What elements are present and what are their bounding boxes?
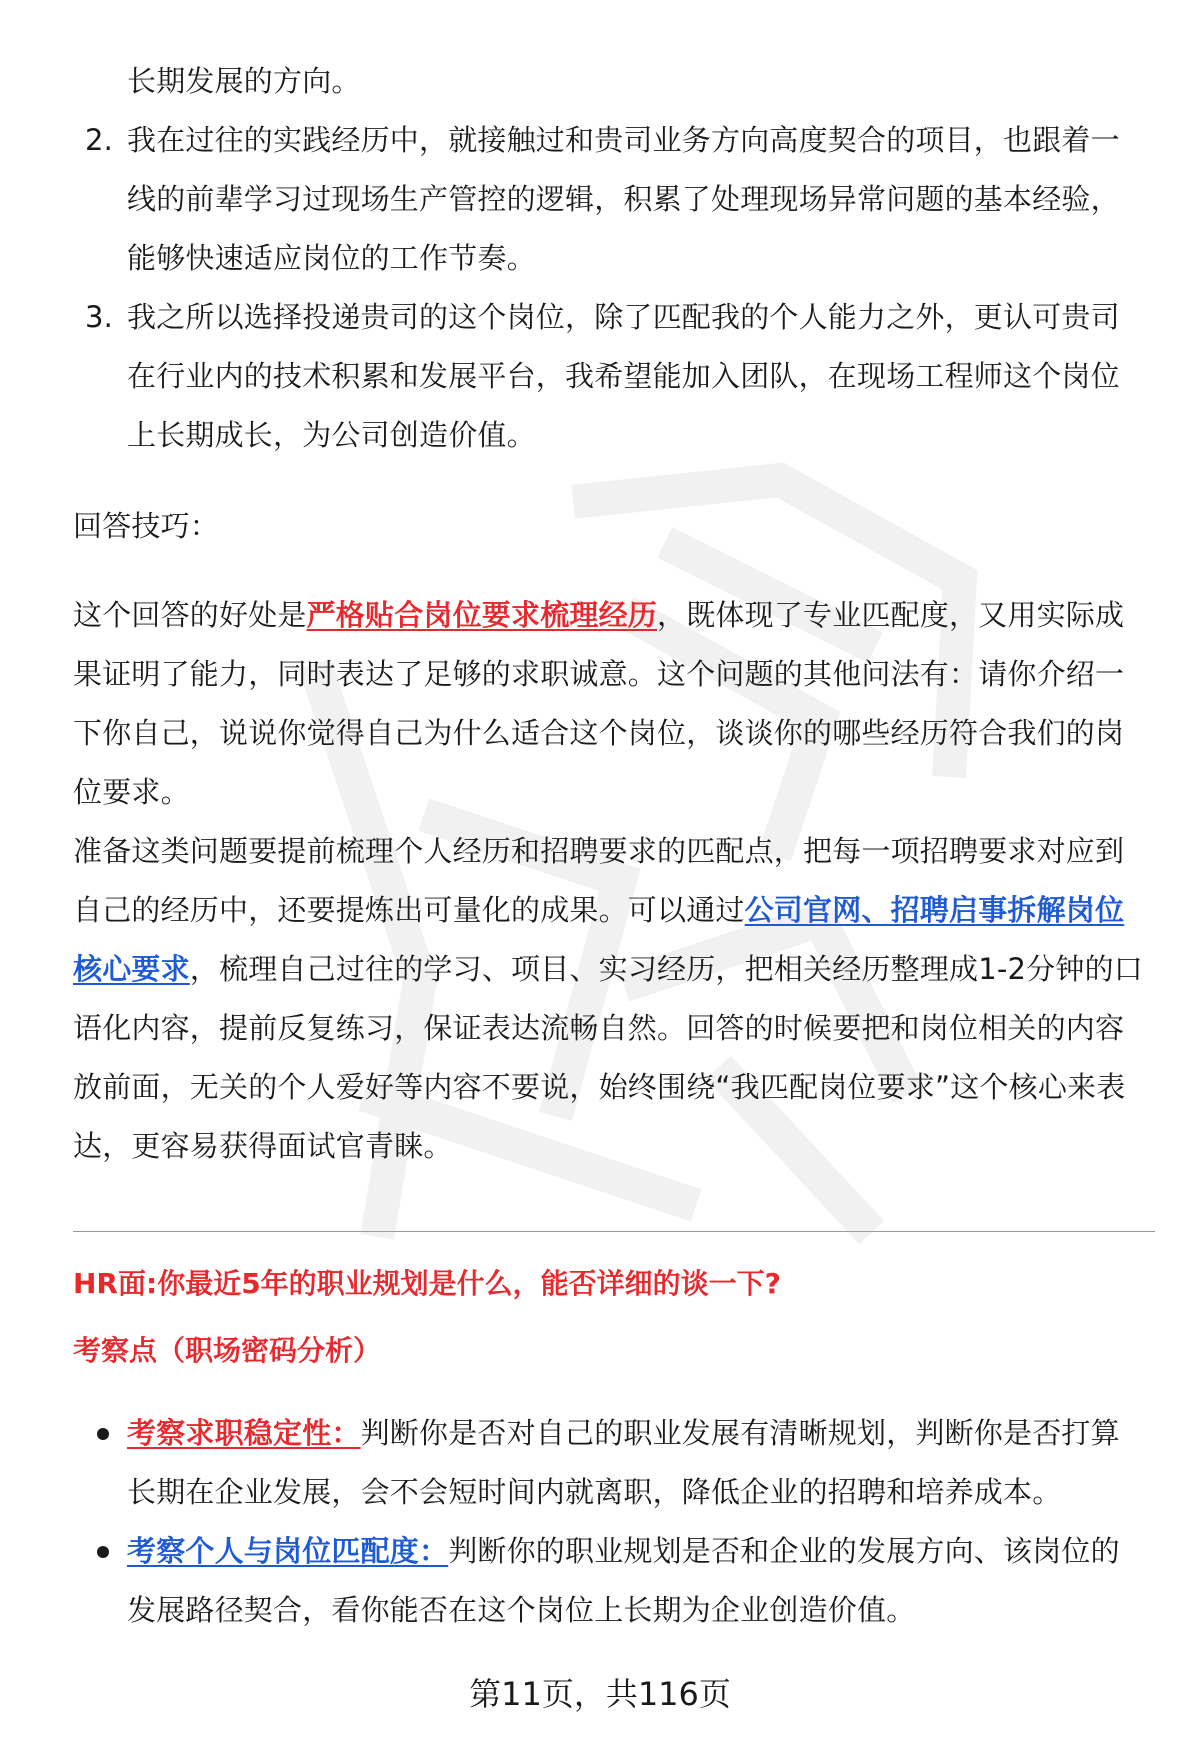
hr-question-heading: HR面:你最近5年的职业规划是什么，能否详细的谈一下? [73,1267,781,1300]
list-item [0,52,1142,111]
bullet-list [0,1404,1200,1640]
tips-text: 准备这类问题要提前梳理个人经历和招聘要求的匹配点，把每一项招聘要求对应到自己的经历中，还要提炼出可量化的成果。可以通过 [73,834,1125,927]
tips-paragraph [73,822,1148,1176]
list-item-text: 我之所以选择投递贵司的这个岗位，除了匹配我的个人能力之外，更认可贵司在行业内的技术积累和发展平台，我希望能加入团队，在现场工程师这个岗位上长期成长，为公司创造价值。 [127,300,1120,452]
tips-text: ，既体现了专业匹配度，又用实际成果证明了能力，同时表达了足够的求职诚意。这个问题的其他问法有：请你介绍一下你自己，说说你觉得自己为什么适合这个岗位，谈谈你的哪些经历符合我们的岗位要求。 [73,598,1125,809]
list-number: 2. [85,123,114,157]
tips-text: ，梳理自己过往的学习、项目、实习经历，把相关经历整理成1-2分钟的口语化内容，提前反复练习，保证表达流畅自然。回答的时候要把和岗位相关的内容放前面，无关的个人爱好等内容不要说，始终围绕“我匹配岗位要求”这个核心来表达，更容易获得面试官青睐。 [73,952,1143,1163]
tips-highlight-red: 严格贴合岗位要求梳理经历 [306,598,658,632]
list-item [0,111,1142,288]
bullet-item [0,1404,1142,1522]
tips-paragraph [73,586,1148,822]
list-item-text: 长期发展的方向。 [127,64,361,98]
bullet-text: 判断你的职业规划是否和企业的发展方向、该岗位的发展路径契合，看你能否在这个岗位上长期为企业创造价值。 [127,1534,1120,1627]
list-item-text: 我在过往的实践经历中，就接触过和贵司业务方向高度契合的项目，也跟着一线的前辈学习过现场生产管控的逻辑，积累了处理现场异常问题的基本经验，能够快速适应岗位的工作节奏。 [127,123,1120,275]
list-number: 3. [85,300,114,334]
bullet-highlight-red: 考察求职稳定性： [127,1416,361,1450]
section-divider [73,1231,1155,1232]
tips-label: 回答技巧： [73,509,220,543]
bullet-text: 判断你是否对自己的职业发展有清晰规划，判断你是否打算长期在企业发展，会不会短时间内就离职，降低企业的招聘和培养成本。 [127,1416,1120,1509]
page-number: 第11页，共116页 [469,1675,731,1713]
tips-highlight-blue: 公司官网、招聘启事拆解岗位核心要求 [73,893,1125,986]
tips-text: 这个回答的好处是 [73,598,307,632]
bullet-highlight-blue: 考察个人与岗位匹配度： [127,1534,449,1568]
numbered-list [0,52,1200,465]
bullet-dot-icon [97,1428,109,1440]
tips-body [73,586,1148,1176]
analysis-title: 考察点（职场密码分析） [73,1334,382,1367]
list-item [0,288,1142,465]
bullet-dot-icon [97,1546,109,1558]
bullet-item [0,1522,1142,1640]
